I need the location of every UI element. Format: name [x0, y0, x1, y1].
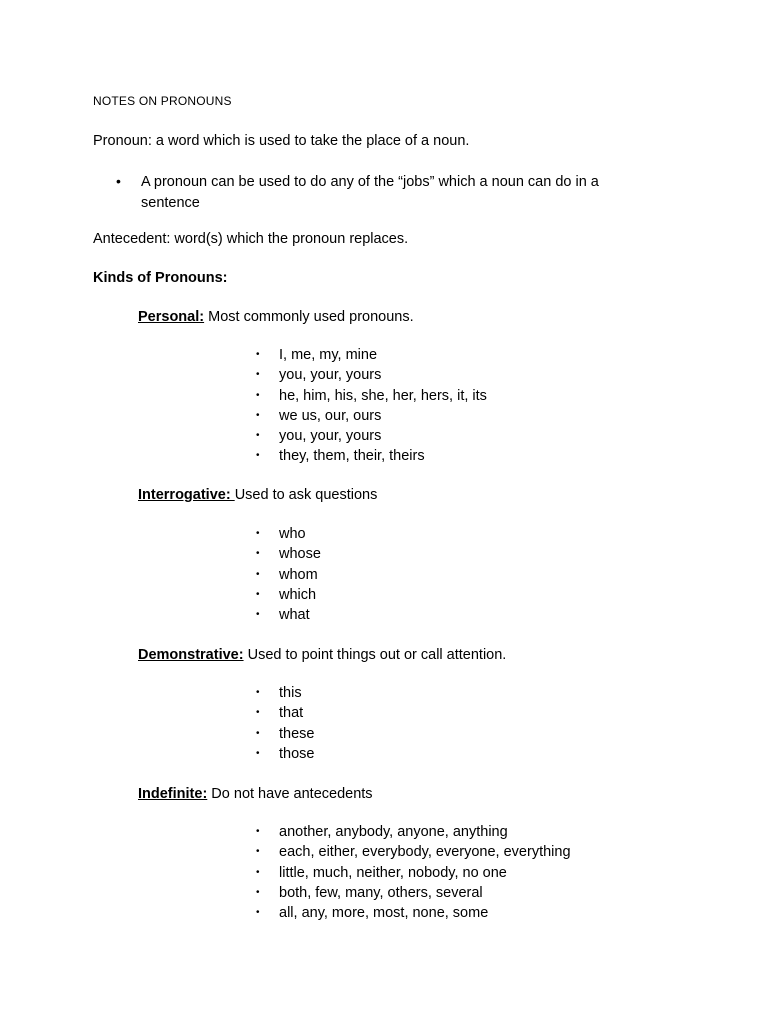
section-label: Interrogative:: [138, 487, 235, 503]
bullet-icon: •: [256, 389, 260, 401]
list-item: • whose: [256, 544, 321, 564]
list-item: • he, him, his, she, her, hers, it, its: [256, 386, 487, 406]
bullet-icon: •: [256, 588, 260, 600]
kinds-heading: Kinds of Pronouns:: [93, 270, 228, 286]
section-label: Indefinite:: [138, 786, 208, 802]
bullet-icon: •: [256, 409, 260, 421]
document-title: NOTES ON PRONOUNS: [93, 94, 232, 108]
list-item: • who: [256, 524, 321, 544]
list-item: • this: [256, 683, 314, 703]
bullet-icon: •: [256, 369, 260, 381]
bullet-icon: •: [116, 173, 121, 189]
list-item: • that: [256, 703, 314, 723]
bullet-icon: •: [256, 528, 260, 539]
list-item: • what: [256, 605, 321, 625]
indefinite-list: [256, 822, 571, 923]
list-item: • those: [256, 744, 314, 764]
section-label: Demonstrative:: [138, 647, 244, 663]
section-description: Used to point things out or call attention.: [243, 647, 507, 663]
bullet-icon: •: [256, 826, 260, 837]
antecedent-definition: Antecedent: word(s) which the pronoun replaces.: [93, 231, 409, 247]
bullet-icon: •: [256, 846, 260, 858]
section-description: Used to ask questions: [234, 487, 378, 503]
section-description: Most commonly used pronouns.: [204, 309, 414, 325]
list-item: • I, me, my, mine: [256, 345, 487, 365]
list-item: • which: [256, 585, 321, 605]
list-item: • we us, our, ours: [256, 406, 487, 426]
demonstrative-list: [256, 683, 314, 764]
list-item: • you, your, yours: [256, 426, 487, 446]
bullet-icon: •: [256, 866, 260, 878]
section-demonstrative: [138, 645, 506, 665]
section-label: Personal:: [138, 309, 205, 325]
bullet-icon: •: [256, 349, 260, 360]
bullet-icon: •: [256, 609, 260, 621]
interrogative-list: [256, 524, 321, 625]
pronoun-note: A pronoun can be used to do any of the “jobs” which a noun can do in a sentence: [141, 174, 599, 211]
personal-list: [256, 345, 487, 467]
list-item: • you, your, yours: [256, 365, 487, 385]
bullet-icon: •: [256, 907, 260, 919]
section-interrogative: [138, 485, 377, 505]
list-item: • both, few, many, others, several: [256, 883, 571, 903]
list-item: • another, anybody, anyone, anything: [256, 822, 571, 842]
bullet-icon: •: [256, 747, 260, 759]
bullet-icon: •: [256, 886, 260, 898]
list-item: • all, any, more, most, none, some: [256, 903, 571, 923]
bullet-icon: •: [256, 687, 260, 698]
list-item: • each, either, everybody, everyone, everything: [256, 842, 571, 862]
list-item: • little, much, neither, nobody, no one: [256, 863, 571, 883]
list-item: • these: [256, 724, 314, 744]
list-item: • they, them, their, theirs: [256, 446, 487, 466]
pronoun-definition: Pronoun: a word which is used to take the place of a noun.: [93, 133, 470, 149]
section-indefinite: [138, 784, 373, 804]
bullet-icon: •: [256, 450, 260, 462]
bullet-icon: •: [256, 430, 260, 442]
bullet-icon: •: [256, 707, 260, 719]
section-description: Do not have antecedents: [207, 786, 373, 802]
bullet-icon: •: [256, 548, 260, 560]
list-item: • whom: [256, 565, 321, 585]
bullet-icon: •: [256, 727, 260, 739]
bullet-icon: •: [256, 568, 260, 580]
section-personal: [138, 307, 414, 327]
